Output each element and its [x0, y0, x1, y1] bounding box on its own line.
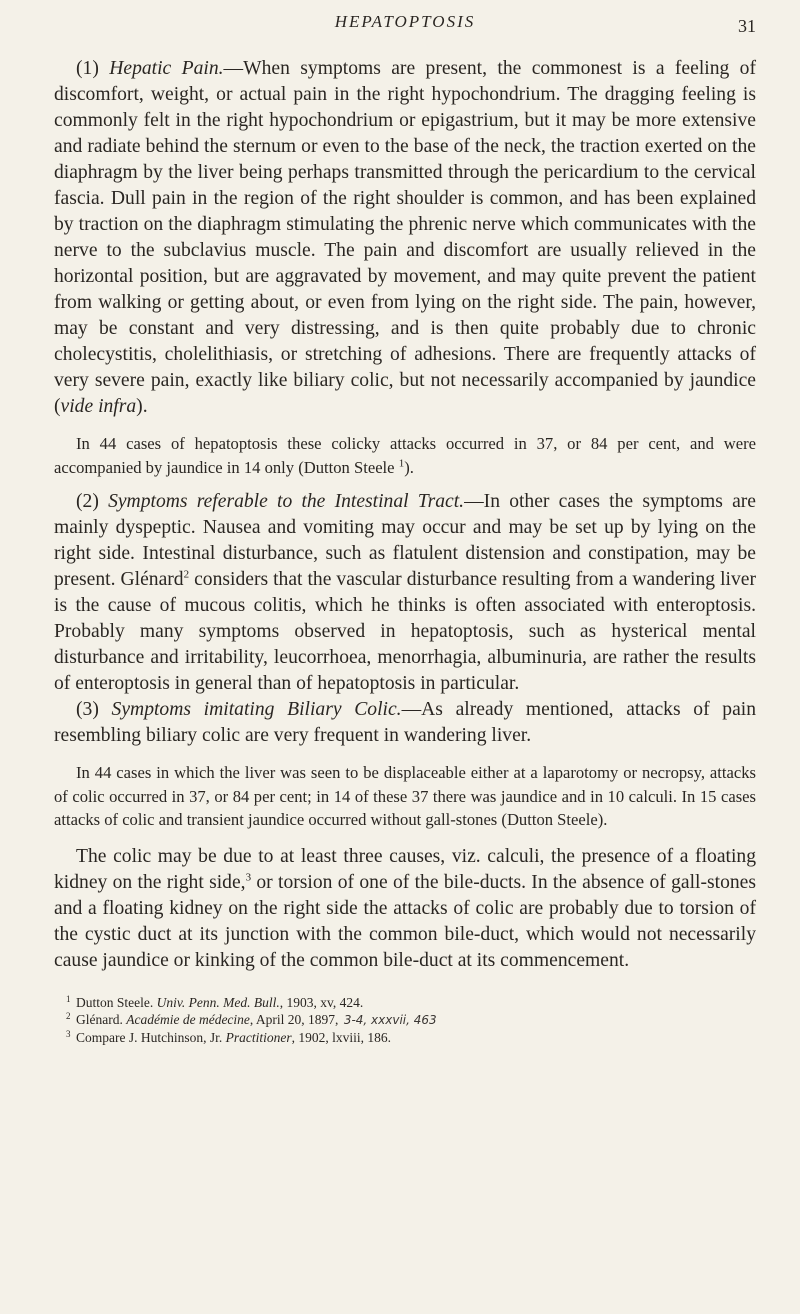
page-number: 31 — [738, 16, 756, 36]
footnote-1 — [54, 994, 756, 1011]
paragraph-hepatic-pain — [54, 56, 756, 420]
page-header — [54, 0, 756, 56]
note-text: In 44 cases in which the liver was seen to be displaceable either at a laparotomy or necropsy, attacks of colic occurred in 37, or 84 per cent; in 14 of these 37 there was jaundice and in 10 calculi. In 15 cases attacks of colic and transient jaundice occurred without gall-stones (Dutton Steele). — [54, 763, 756, 829]
running-title: HEPATOPTOSIS — [334, 12, 476, 31]
footnote-author: Compare J. Hutchinson, Jr. — [76, 1029, 226, 1045]
paragraph-text: The colic may be due to at least three causes, viz. calculi, the presence of a floating kidney on the right side, — [54, 845, 756, 893]
paragraph-intestinal-tract — [54, 489, 756, 697]
footnote-ref: 3 — [245, 870, 252, 883]
footnotes — [54, 994, 756, 1046]
footnote-author: Dutton Steele. — [76, 994, 157, 1010]
paragraph-text: —When symptoms are present, the commonest is a feeling of discomfort, weight, or actual pain in the right hypochondrium. The dragging feeling is commonly felt in the right hypochondrium or epigastrium, but it may be more extensive and radiate behind the sternum or even to the base of the neck, the traction exerted on the diaphragm by the liver being perhaps transmitted through the pericardium to the cervical fascia. Dull pain in the region of the right shoulder is common, and has been explained by traction on the diaphragm stimulating the phrenic nerve which communicates with the nerve to the subclavius muscle. The pain and discomfort are usually relieved in the horizontal position, but are aggravated by movement, and may quite prevent the patient from walking or getting about, or even from lying on the right side. The pain, however, may be constant and very distressing, and is then quite probably due to chronic cholecystitis, cholelithiasis, or stretching of adhesions. There are frequently attacks of very severe pain, exactly like biliary colic, but not necessarily accompanied by jaundice ( — [54, 58, 757, 417]
vide-infra: vide infra — [60, 396, 137, 417]
section-heading: Hepatic Pain. — [109, 58, 224, 79]
footnote-2 — [54, 1011, 756, 1029]
footnote-journal: Practitioner — [225, 1029, 292, 1045]
paragraph-text-end: ). — [136, 396, 148, 417]
paragraph-biliary-colic — [54, 697, 756, 749]
footnote-ref: 2 — [183, 568, 190, 581]
section-number: (1) — [76, 58, 99, 79]
footnote-journal: Académie de médecine — [126, 1011, 250, 1027]
footnote-citation: , April 20, 1897, — [249, 1011, 342, 1027]
paragraph-text-cont: considers that the vascular disturbance resulting from a wandering liver is the cause of mucous colitis, which he thinks is often associated with enteroptosis. Probably many symptoms observed in hepatoptosis, such as hysterical mental disturbance and irritability, leucorrhoea, menorrhagia, albuminuria, are rather the results of enteroptosis in general than of hepatoptosis in particular. — [54, 569, 757, 694]
footnote-mark: 1 — [66, 993, 71, 1004]
footnote-author: Glénard. — [76, 1011, 127, 1027]
paragraph-text-cont: or torsion of one of the bile-ducts. In the absence of gall-stones and a floating kidney on the right side the attacks of colic are probably due to torsion of the cystic duct at its junction with the common bile-duct, which would not necessarily cause jaundice or kinking of the common bile-duct at its commencement. — [54, 871, 757, 971]
footnote-ref: 1 — [398, 456, 405, 469]
handwritten-annotation: 3-4, xxxvii, 463 — [343, 1012, 437, 1027]
section-heading: Symptoms imitating Biliary Colic. — [111, 699, 402, 720]
footnote-citation: , 1903, xv, 424. — [279, 994, 364, 1010]
section-number: (3) — [76, 699, 99, 720]
footnote-mark: 3 — [66, 1028, 71, 1039]
note-text: In 44 cases of hepatoptosis these colicky attacks occurred in 37, or 84 per cent, and were accompanied by jaundice in 14 only (Dutton Steele — [54, 434, 756, 477]
footnote-mark: 2 — [66, 1010, 71, 1021]
footnote-citation: , 1902, lxviii, 186. — [291, 1029, 392, 1045]
note-colicky-attacks — [54, 432, 756, 479]
footnote-3 — [54, 1029, 756, 1046]
paragraph-text: —In other cases the symptoms are mainly dyspeptic. Nausea and vomiting may occur and may be set up by lying on the right side. Intestinal disturbance, such as flatulent distension and constipation, may be present. Glénard — [54, 491, 756, 590]
paragraph-colic-causes — [54, 844, 756, 974]
section-number: (2) — [76, 491, 99, 512]
note-text-end: ). — [404, 457, 414, 477]
paragraph-text: —As already mentioned, attacks of pain resembling biliary colic are very frequent in wandering liver. — [54, 699, 757, 746]
footnote-journal: Univ. Penn. Med. Bull. — [156, 994, 280, 1010]
section-heading: Symptoms referable to the Intestinal Tract. — [108, 491, 465, 512]
note-displaceable-liver — [54, 761, 756, 832]
